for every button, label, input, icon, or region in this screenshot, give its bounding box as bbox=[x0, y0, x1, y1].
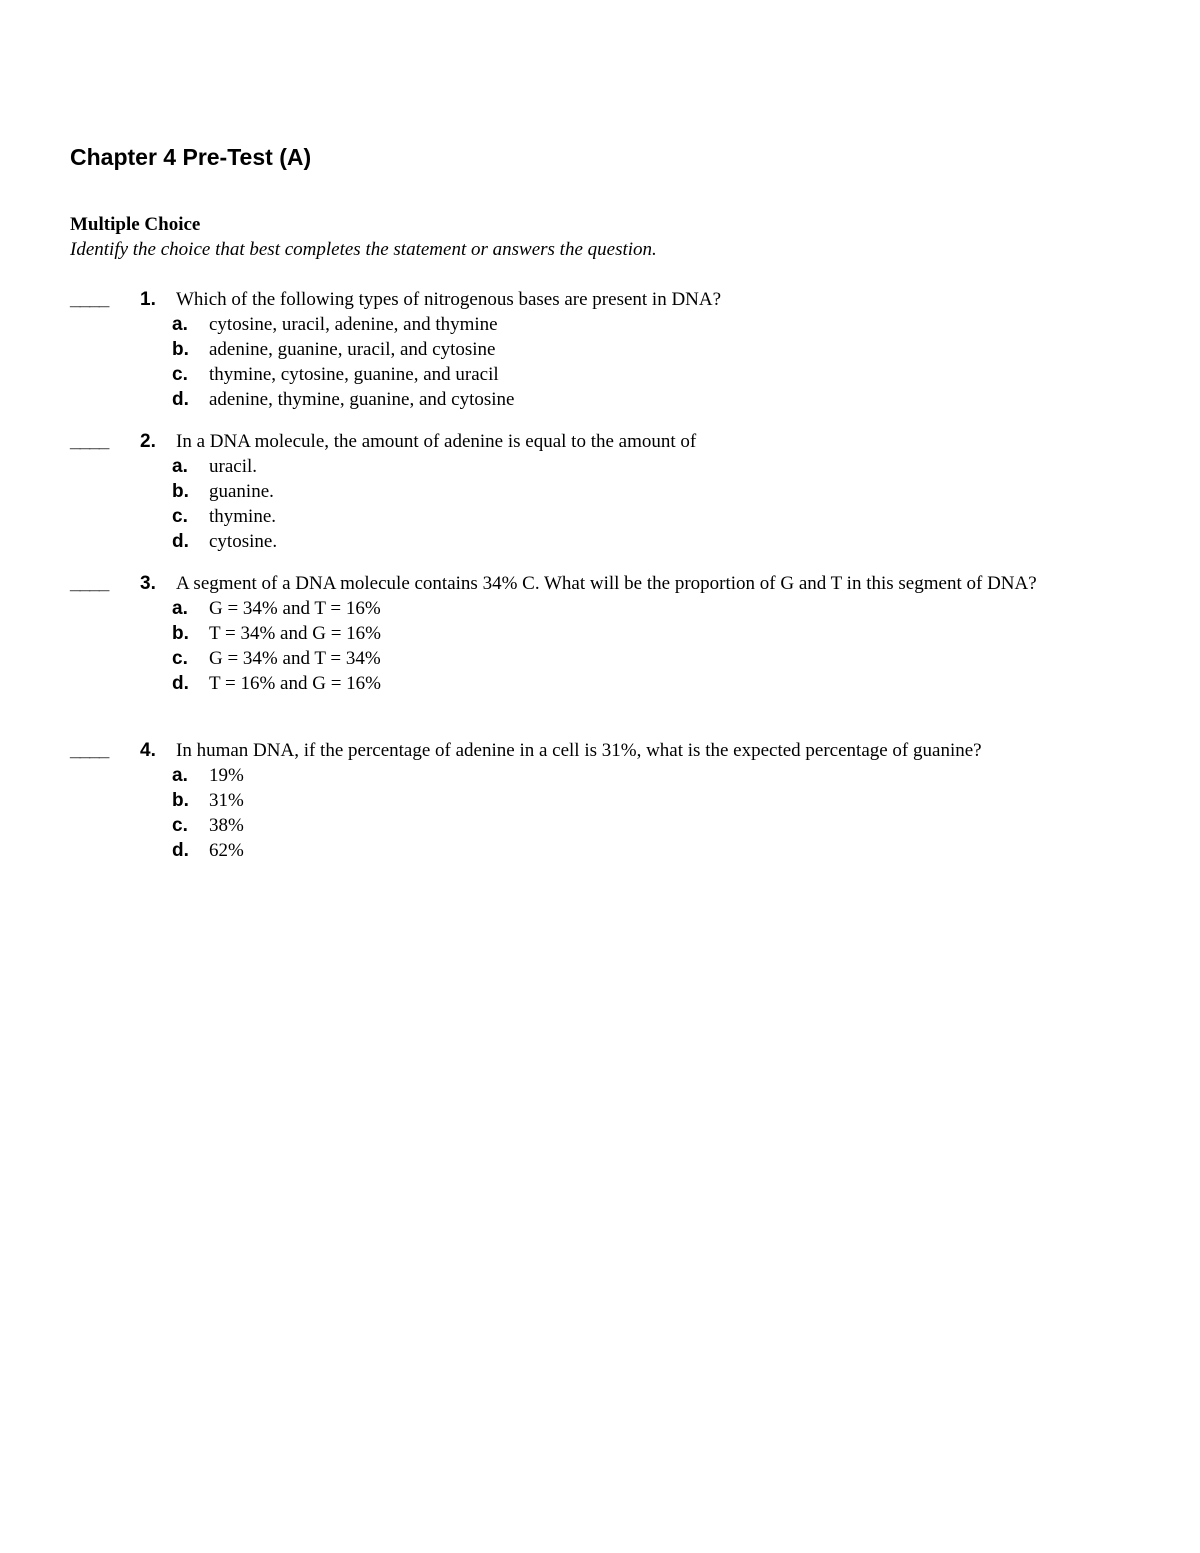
option-text: T = 34% and G = 16% bbox=[209, 623, 382, 644]
option-a bbox=[70, 312, 1130, 337]
option-text: uracil. bbox=[209, 456, 258, 477]
option-a bbox=[70, 454, 1130, 479]
option-letter: a. bbox=[172, 314, 188, 335]
option-letter: d. bbox=[172, 840, 189, 861]
question-stem: A segment of a DNA molecule contains 34% C. What will be the proportion of G and T in this segment of DNA? bbox=[176, 573, 1037, 594]
option-text: 31% bbox=[209, 790, 244, 811]
question-4 bbox=[70, 738, 1130, 863]
question-stem: Which of the following types of nitrogenous bases are present in DNA? bbox=[176, 289, 722, 310]
option-letter: c. bbox=[172, 364, 188, 385]
option-text: cytosine. bbox=[209, 531, 278, 552]
question-3 bbox=[70, 571, 1130, 696]
option-b bbox=[70, 337, 1130, 362]
option-letter: b. bbox=[172, 790, 189, 811]
option-b bbox=[70, 479, 1130, 504]
answer-blank[interactable]: ____ bbox=[70, 740, 109, 761]
option-text: G = 34% and T = 16% bbox=[209, 598, 381, 619]
option-letter: d. bbox=[172, 531, 189, 552]
option-letter: c. bbox=[172, 815, 188, 836]
answer-blank[interactable]: ____ bbox=[70, 289, 109, 310]
question-number: 1. bbox=[140, 289, 156, 310]
option-letter: c. bbox=[172, 506, 188, 527]
option-text: thymine, cytosine, guanine, and uracil bbox=[209, 364, 499, 385]
option-letter: b. bbox=[172, 481, 189, 502]
question-number: 4. bbox=[140, 740, 156, 761]
option-b bbox=[70, 621, 1130, 646]
page-title: Chapter 4 Pre-Test (A) bbox=[70, 144, 312, 170]
option-a bbox=[70, 763, 1130, 788]
option-letter: a. bbox=[172, 456, 188, 477]
option-text: thymine. bbox=[209, 506, 277, 527]
option-letter: b. bbox=[172, 339, 189, 360]
option-c bbox=[70, 813, 1130, 838]
option-text: G = 34% and T = 34% bbox=[209, 648, 381, 669]
option-b bbox=[70, 788, 1130, 813]
question-number: 3. bbox=[140, 573, 156, 594]
option-d bbox=[70, 529, 1130, 554]
question-1 bbox=[70, 287, 1130, 412]
option-text: adenine, guanine, uracil, and cytosine bbox=[209, 339, 496, 360]
section-instructions: Identify the choice that best completes the statement or answers the question. bbox=[70, 239, 657, 260]
option-text: T = 16% and G = 16% bbox=[209, 673, 382, 694]
option-letter: a. bbox=[172, 765, 188, 786]
option-letter: d. bbox=[172, 389, 189, 410]
option-text: cytosine, uracil, adenine, and thymine bbox=[209, 314, 498, 335]
option-text: guanine. bbox=[209, 481, 274, 502]
option-text: 38% bbox=[209, 815, 244, 836]
option-text: 19% bbox=[209, 765, 244, 786]
option-c bbox=[70, 504, 1130, 529]
option-a bbox=[70, 596, 1130, 621]
section-heading: Multiple Choice bbox=[70, 214, 201, 235]
option-letter: c. bbox=[172, 648, 188, 669]
option-d bbox=[70, 387, 1130, 412]
option-c bbox=[70, 646, 1130, 671]
question-stem: In a DNA molecule, the amount of adenine is equal to the amount of bbox=[176, 431, 697, 452]
option-d bbox=[70, 838, 1130, 863]
option-letter: a. bbox=[172, 598, 188, 619]
option-text: adenine, thymine, guanine, and cytosine bbox=[209, 389, 515, 410]
option-letter: b. bbox=[172, 623, 189, 644]
answer-blank[interactable]: ____ bbox=[70, 573, 109, 594]
option-c bbox=[70, 362, 1130, 387]
question-number: 2. bbox=[140, 431, 156, 452]
question-stem: In human DNA, if the percentage of adenine in a cell is 31%, what is the expected percentage of guanine? bbox=[176, 740, 982, 761]
option-text: 62% bbox=[209, 840, 244, 861]
question-2 bbox=[70, 429, 1130, 554]
option-letter: d. bbox=[172, 673, 189, 694]
answer-blank[interactable]: ____ bbox=[70, 431, 109, 452]
option-d bbox=[70, 671, 1130, 696]
